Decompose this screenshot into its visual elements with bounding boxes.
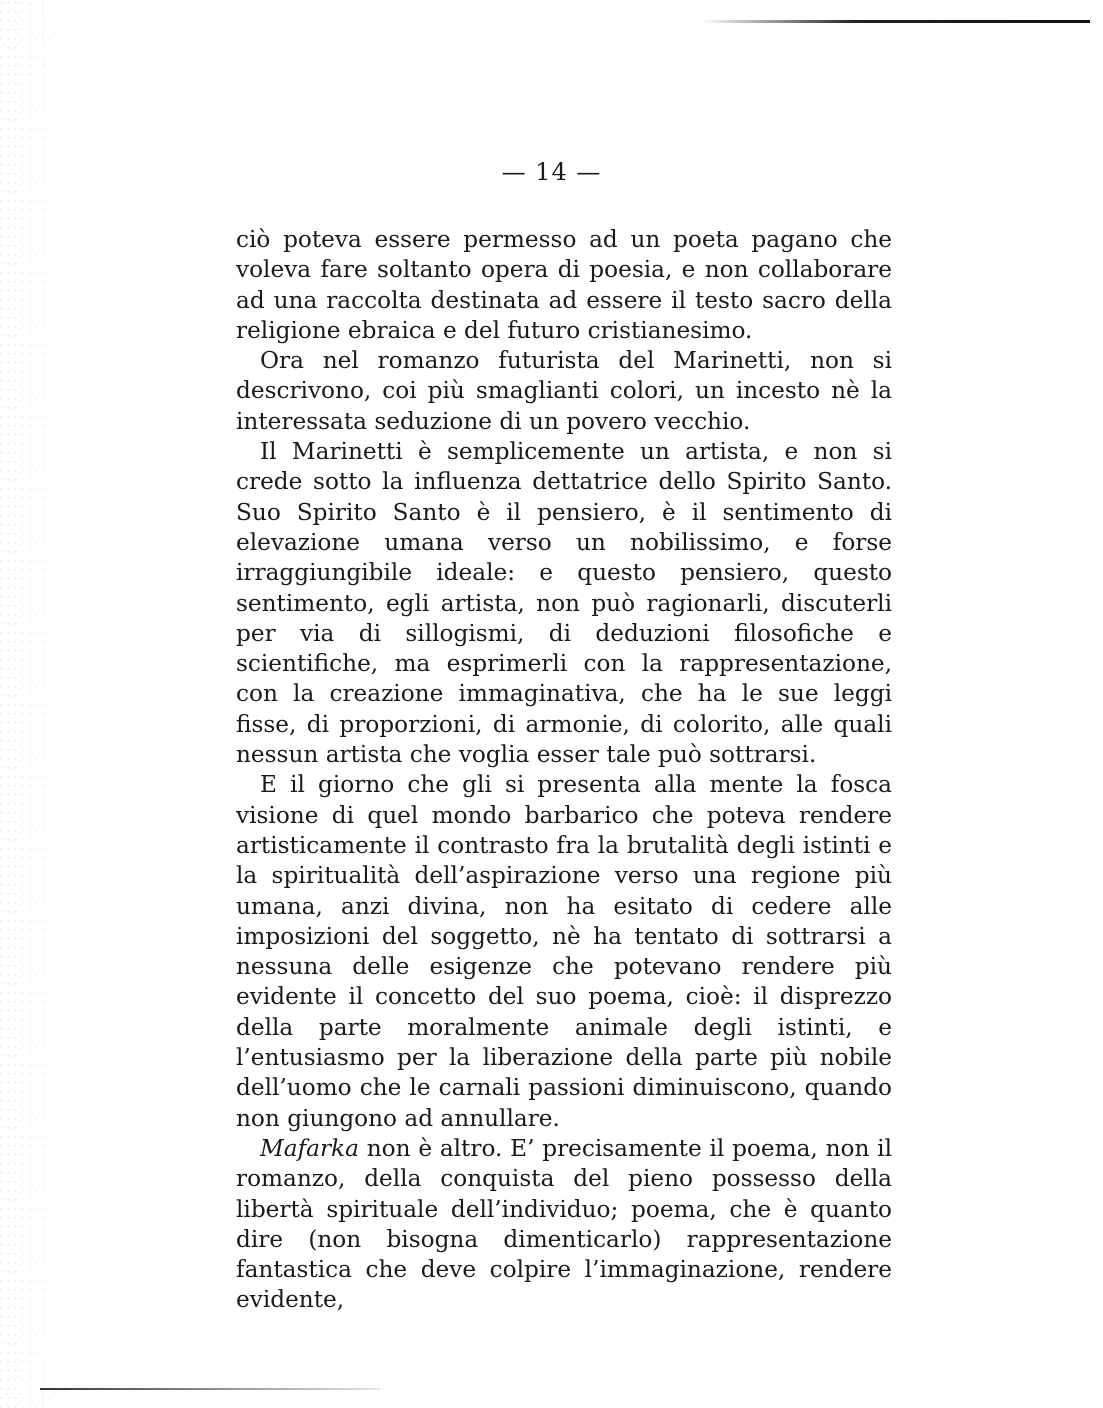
scan-noise-left — [0, 0, 90, 1408]
paragraph-1: ciò poteva essere permesso ad un poeta pagano che voleva fare soltanto opera di poesia, e non collaborare ad una raccolta destinata ad essere il testo sacro della religione ebraica e del futuro cristianesimo. — [236, 226, 892, 344]
book-title-mafarka: Mafarka — [260, 1134, 359, 1162]
page-number: — 14 — — [501, 158, 602, 186]
bottom-scan-rule — [40, 1388, 380, 1390]
paragraph-2: Ora nel romanzo futurista del Marinetti, non si descrivono, coi più smaglianti colori, un incesto nè la interessata seduzione di un povero vecchio. — [236, 347, 892, 435]
top-scan-rule — [700, 20, 1090, 23]
scan-noise-bottom — [0, 1318, 1103, 1408]
paragraph-5-text: non è altro. E’ precisamente il poema, non il romanzo, della conquista del pieno possesso della libertà spirituale dell’individuo; poema, che è quanto dire (non bisogna dimenticarlo) rappresentazione fantastica che deve colpire l’immaginazione, rendere evidente, — [236, 1134, 892, 1314]
paragraph-3: Il Marinetti è semplicemente un artista, e non si crede sotto la influenza dettatrice dello Spirito Santo. Suo Spirito Santo è il pensiero, è il sentimento di elevazione umana verso un nobilissimo, e forse irraggiungibile ideale: e questo pensiero, questo sentimento, egli artista, non può ragionarli, discuterli per via di sillogismi, di deduzioni filosofiche e scientifiche, ma esprimerli con la rappresentazione, con la creazione immaginativa, che ha le sue leggi fisse, di proporzioni, di armonie, di colorito, alle quali nessun artista che voglia esser tale può sottrarsi. — [236, 438, 892, 769]
body-text — [236, 225, 892, 1316]
paragraph-4: E il giorno che gli si presenta alla mente la fosca visione di quel mondo barbarico che poteva rendere artisticamente il contrasto fra la brutalità degli istinti e la spiritualità dell’aspirazione verso una regione più umana, anzi divina, non ha esitato di cedere alle imposizioni del soggetto, nè ha tentato di sottrarsi a nessuna delle esigenze che potevano rendere più evidente il concetto del suo poema, cioè: il disprezzo della parte moralmente animale degli istinti, e l’entusiasmo per la liberazione della parte più nobile dell’uomo che le carnali passioni diminuiscono, quando non giungono ad annullare. — [236, 771, 892, 1132]
scan-noise-top — [0, 0, 1103, 110]
paragraph-5 — [236, 1134, 892, 1316]
